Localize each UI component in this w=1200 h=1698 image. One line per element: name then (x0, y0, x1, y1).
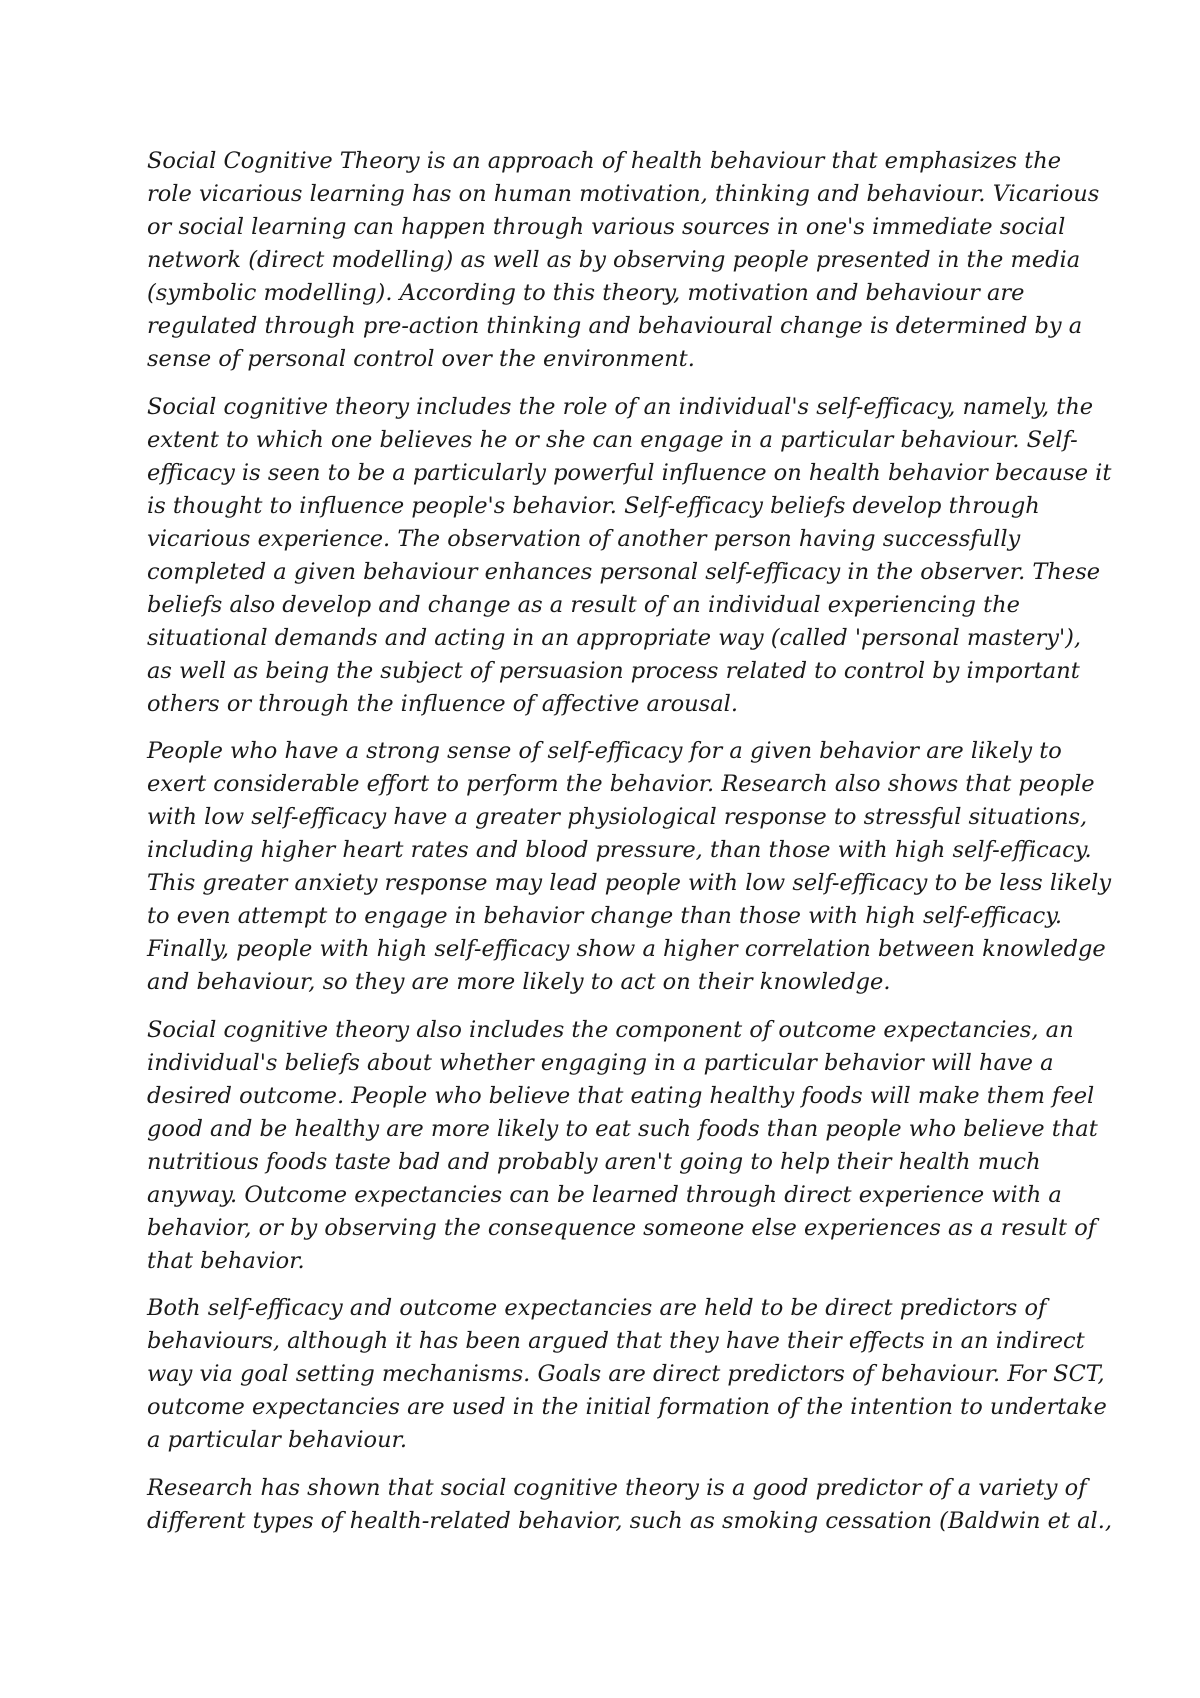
text-line: beliefs also develop and change as a result of an individual experiencing the (147, 591, 1020, 618)
text-line: to even attempt to engage in behavior change than those with high self-efficacy. (147, 903, 1063, 929)
text-line: role vicarious learning has on human motivation, thinking and behaviour. Vicarious (147, 181, 1100, 207)
text-line: sense of personal control over the environment. (147, 346, 695, 372)
text-line: desired outcome. People who believe that eating healthy foods will make them feel (147, 1082, 1095, 1109)
text-line: extent to which one believes he or she can engage in a particular behaviour. Self- (147, 426, 1078, 453)
text-line: Research has shown that social cognitive theory is a good predictor of a variety of (147, 1474, 1087, 1501)
text-line: a particular behaviour. (147, 1427, 407, 1453)
paragraph-outcome-expectancies (147, 1014, 1098, 1278)
text-line: is thought to influence people's behavior. Self-efficacy beliefs develop through (147, 492, 1040, 519)
text-line: and behaviour, so they are more likely to act on their knowledge. (147, 969, 891, 995)
text-line: completed a given behaviour enhances personal self-efficacy in the observer. These (147, 558, 1101, 585)
text-line: Social cognitive theory includes the role of an individual's self-efficacy, namely, the (147, 393, 1094, 420)
text-line: with low self-efficacy have a greater physiological response to stressful situations, (147, 804, 1088, 830)
text-line: anyway. Outcome expectancies can be learned through direct experience with a (147, 1181, 1062, 1208)
text-line: behavior, or by observing the consequence someone else experiences as a result of (147, 1214, 1097, 1241)
paragraph-research (147, 1472, 1113, 1538)
text-line: regulated through pre-action thinking and behavioural change is determined by a (147, 313, 1083, 339)
text-line: Social cognitive theory also includes the component of outcome expectancies, an (147, 1016, 1074, 1043)
text-line: nutritious foods taste bad and probably aren't going to help their health much (147, 1148, 1041, 1175)
text-line: or social learning can happen through various sources in one's immediate social (147, 214, 1066, 240)
paragraph-strong-self-efficacy (147, 735, 1112, 999)
text-line: different types of health-related behavior, such as smoking cessation (Baldwin et al., (147, 1507, 1113, 1534)
text-line: good and be healthy are more likely to eat such foods than people who believe that (147, 1115, 1098, 1142)
text-line: network (direct modelling) as well as by observing people presented in the media (147, 247, 1081, 273)
text-line: exert considerable effort to perform the behavior. Research also shows that people (147, 771, 1095, 797)
paragraph-social-cognitive-theory-intro (147, 145, 1100, 376)
text-line: efficacy is seen to be a particularly powerful influence on health behavior because it (147, 459, 1112, 486)
paragraph-predictors (147, 1292, 1107, 1457)
text-line: as well as being the subject of persuasion process related to control by important (147, 657, 1080, 684)
text-line: vicarious experience. The observation of another person having successfully (147, 525, 1021, 552)
paragraph-self-efficacy (147, 391, 1112, 721)
text-line: individual's beliefs about whether engaging in a particular behavior will have a (147, 1049, 1054, 1076)
text-line: Both self-efficacy and outcome expectancies are held to be direct predictors of (147, 1295, 1047, 1321)
text-line: outcome expectancies are used in the initial formation of the intention to undertake (147, 1394, 1107, 1420)
text-line: This greater anxiety response may lead people with low self-efficacy to be less likely (147, 870, 1112, 896)
text-line: way via goal setting mechanisms. Goals are direct predictors of behaviour. For SCT, (147, 1361, 1105, 1387)
text-line: Finally, people with high self-efficacy show a higher correlation between knowledge (147, 936, 1106, 962)
text-line: behaviours, although it has been argued that they have their effects in an indirect (147, 1328, 1085, 1354)
text-line: Social Cognitive Theory is an approach of health behaviour that emphasizes the (147, 148, 1062, 174)
text-line: others or through the influence of affective arousal. (147, 690, 738, 717)
text-line: situational demands and acting in an appropriate way (called 'personal mastery'), (147, 624, 1082, 651)
text-line: (symbolic modelling). According to this theory, motivation and behaviour are (147, 280, 1025, 306)
text-line: People who have a strong sense of self-efficacy for a given behavior are likely to (147, 738, 1062, 764)
document-body (147, 145, 1113, 1552)
text-line: including higher heart rates and blood pressure, than those with high self-efficacy. (147, 837, 1092, 863)
text-line: that behavior. (147, 1247, 305, 1274)
